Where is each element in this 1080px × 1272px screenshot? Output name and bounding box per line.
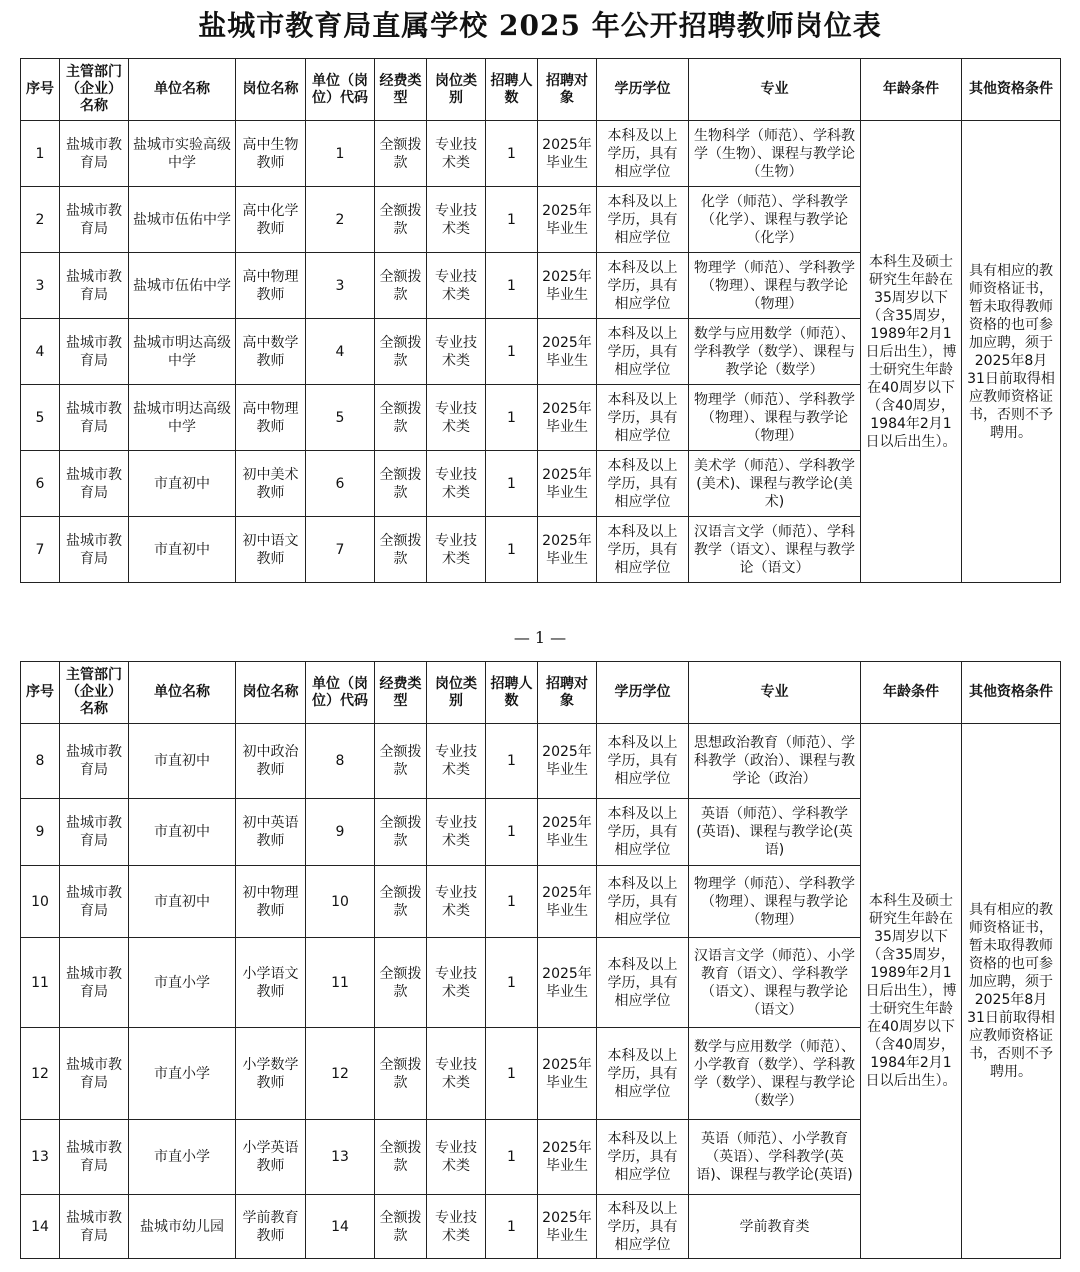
cell-fund: 全额拨款: [375, 517, 427, 583]
cell-fund: 全额拨款: [375, 121, 427, 187]
header-cell: 招聘人数: [486, 59, 538, 121]
cell-dept: 盐城市教育局: [60, 121, 129, 187]
cell-other-condition: 具有相应的教师资格证书，暂未取得教师资格的也可参加应聘，须于2025年8月31日前取得相应教师资格证书，否则不予聘用。: [962, 724, 1061, 1259]
cell-code: 13: [306, 1120, 375, 1195]
cell-major: 英语（师范）、小学教育（英语）、学科教学(英语)、课程与教学论(英语): [689, 1120, 861, 1195]
cell-post: 初中物理教师: [236, 866, 306, 938]
cell-dept: 盐城市教育局: [60, 517, 129, 583]
cell-serial: 6: [21, 451, 60, 517]
cell-target: 2025年毕业生: [538, 1028, 597, 1120]
cell-fund: 全额拨款: [375, 385, 427, 451]
cell-count: 1: [486, 517, 538, 583]
cell-fund: 全额拨款: [375, 253, 427, 319]
header-cell: 年龄条件: [861, 662, 962, 724]
cell-code: 5: [306, 385, 375, 451]
cell-serial: 13: [21, 1120, 60, 1195]
cell-category: 专业技术类: [427, 938, 486, 1028]
cell-fund: 全额拨款: [375, 799, 427, 866]
cell-target: 2025年毕业生: [538, 253, 597, 319]
header-cell: 招聘对象: [538, 59, 597, 121]
cell-category: 专业技术类: [427, 451, 486, 517]
cell-target: 2025年毕业生: [538, 724, 597, 799]
cell-fund: 全额拨款: [375, 724, 427, 799]
cell-unit: 盐城市明达高级中学: [129, 385, 236, 451]
header-cell: 主管部门（企业）名称: [60, 662, 129, 724]
cell-serial: 11: [21, 938, 60, 1028]
cell-major: 英语（师范）、学科教学(英语)、课程与教学论(英语): [689, 799, 861, 866]
header-cell: 岗位名称: [236, 662, 306, 724]
cell-target: 2025年毕业生: [538, 799, 597, 866]
header-cell: 经费类型: [375, 59, 427, 121]
cell-code: 6: [306, 451, 375, 517]
cell-serial: 9: [21, 799, 60, 866]
cell-dept: 盐城市教育局: [60, 724, 129, 799]
cell-dept: 盐城市教育局: [60, 1120, 129, 1195]
cell-dept: 盐城市教育局: [60, 938, 129, 1028]
cell-major: 物理学（师范）、学科教学（物理）、课程与教学论（物理）: [689, 385, 861, 451]
cell-target: 2025年毕业生: [538, 187, 597, 253]
cell-major: 汉语言文学（师范）、小学教育（语文）、学科教学（语文）、课程与教学论（语文）: [689, 938, 861, 1028]
cell-major: 物理学（师范）、学科教学（物理）、课程与教学论（物理）: [689, 253, 861, 319]
cell-major: 汉语言文学（师范）、学科教学（语文）、课程与教学论（语文）: [689, 517, 861, 583]
cell-count: 1: [486, 319, 538, 385]
header-cell: 招聘对象: [538, 662, 597, 724]
cell-category: 专业技术类: [427, 1120, 486, 1195]
header-cell: 经费类型: [375, 662, 427, 724]
cell-major: 学前教育类: [689, 1195, 861, 1259]
cell-fund: 全额拨款: [375, 866, 427, 938]
cell-education: 本科及以上学历，具有相应学位: [597, 121, 689, 187]
cell-post: 初中语文教师: [236, 517, 306, 583]
cell-category: 专业技术类: [427, 187, 486, 253]
cell-education: 本科及以上学历，具有相应学位: [597, 938, 689, 1028]
cell-dept: 盐城市教育局: [60, 253, 129, 319]
cell-target: 2025年毕业生: [538, 385, 597, 451]
header-cell: 单位（岗位）代码: [306, 662, 375, 724]
cell-code: 8: [306, 724, 375, 799]
cell-major: 数学与应用数学（师范）、小学教育（数学）、学科教学（数学）、课程与教学论（数学）: [689, 1028, 861, 1120]
cell-post: 小学数学教师: [236, 1028, 306, 1120]
cell-fund: 全额拨款: [375, 1028, 427, 1120]
cell-education: 本科及以上学历，具有相应学位: [597, 799, 689, 866]
cell-serial: 10: [21, 866, 60, 938]
header-cell: 年龄条件: [861, 59, 962, 121]
cell-post: 初中政治教师: [236, 724, 306, 799]
cell-category: 专业技术类: [427, 517, 486, 583]
cell-major: 思想政治教育（师范）、学科教学（政治）、课程与教学论（政治）: [689, 724, 861, 799]
cell-post: 高中数学教师: [236, 319, 306, 385]
header-cell: 专业: [689, 59, 861, 121]
header-cell: 其他资格条件: [962, 662, 1061, 724]
cell-major: 美术学（师范）、学科教学(美术)、课程与教学论(美术): [689, 451, 861, 517]
cell-code: 2: [306, 187, 375, 253]
cell-education: 本科及以上学历，具有相应学位: [597, 866, 689, 938]
header-cell: 学历学位: [597, 662, 689, 724]
cell-serial: 14: [21, 1195, 60, 1259]
header-cell: 单位（岗位）代码: [306, 59, 375, 121]
cell-education: 本科及以上学历，具有相应学位: [597, 724, 689, 799]
cell-dept: 盐城市教育局: [60, 1028, 129, 1120]
cell-target: 2025年毕业生: [538, 1120, 597, 1195]
cell-major: 物理学（师范）、学科教学（物理）、课程与教学论（物理）: [689, 866, 861, 938]
cell-dept: 盐城市教育局: [60, 799, 129, 866]
cell-serial: 5: [21, 385, 60, 451]
table-row: [21, 724, 1061, 799]
cell-unit: 盐城市伍佑中学: [129, 187, 236, 253]
cell-unit: 市直小学: [129, 1028, 236, 1120]
cell-major: 数学与应用数学（师范）、学科教学（数学）、课程与教学论（数学）: [689, 319, 861, 385]
cell-dept: 盐城市教育局: [60, 385, 129, 451]
cell-category: 专业技术类: [427, 253, 486, 319]
cell-count: 1: [486, 866, 538, 938]
cell-age-condition: 本科生及硕士研究生年龄在35周岁以下（含35周岁，1989年2月1日后出生），博士研究生年龄在40周岁以下（含40周岁，1984年2月1日以后出生）。: [861, 724, 962, 1259]
cell-dept: 盐城市教育局: [60, 451, 129, 517]
cell-education: 本科及以上学历，具有相应学位: [597, 1120, 689, 1195]
cell-dept: 盐城市教育局: [60, 1195, 129, 1259]
cell-target: 2025年毕业生: [538, 1195, 597, 1259]
page-title: 盐城市教育局直属学校 2025 年公开招聘教师岗位表: [198, 9, 882, 42]
cell-target: 2025年毕业生: [538, 121, 597, 187]
cell-unit: 市直小学: [129, 1120, 236, 1195]
cell-count: 1: [486, 799, 538, 866]
cell-fund: 全额拨款: [375, 187, 427, 253]
cell-count: 1: [486, 938, 538, 1028]
page-number: — 1 —: [513, 628, 567, 647]
cell-category: 专业技术类: [427, 866, 486, 938]
cell-dept: 盐城市教育局: [60, 319, 129, 385]
cell-post: 高中物理教师: [236, 385, 306, 451]
cell-fund: 全额拨款: [375, 1195, 427, 1259]
cell-category: 专业技术类: [427, 724, 486, 799]
header-cell: 序号: [21, 662, 60, 724]
cell-fund: 全额拨款: [375, 319, 427, 385]
cell-dept: 盐城市教育局: [60, 866, 129, 938]
header-cell: 其他资格条件: [962, 59, 1061, 121]
cell-unit: 市直初中: [129, 866, 236, 938]
header-cell: 单位名称: [129, 662, 236, 724]
cell-count: 1: [486, 121, 538, 187]
cell-major: 生物科学（师范）、学科教学（生物）、课程与教学论（生物）: [689, 121, 861, 187]
cell-fund: 全额拨款: [375, 451, 427, 517]
cell-count: 1: [486, 724, 538, 799]
cell-serial: 3: [21, 253, 60, 319]
cell-serial: 1: [21, 121, 60, 187]
table-header-row: [21, 59, 1061, 121]
cell-code: 14: [306, 1195, 375, 1259]
cell-post: 小学英语教师: [236, 1120, 306, 1195]
cell-code: 9: [306, 799, 375, 866]
header-cell: 学历学位: [597, 59, 689, 121]
cell-education: 本科及以上学历，具有相应学位: [597, 187, 689, 253]
cell-dept: 盐城市教育局: [60, 187, 129, 253]
cell-education: 本科及以上学历，具有相应学位: [597, 319, 689, 385]
cell-post: 学前教育教师: [236, 1195, 306, 1259]
cell-target: 2025年毕业生: [538, 517, 597, 583]
cell-unit: 市直初中: [129, 517, 236, 583]
cell-education: 本科及以上学历，具有相应学位: [597, 451, 689, 517]
table-header-row: [21, 662, 1061, 724]
cell-category: 专业技术类: [427, 385, 486, 451]
cell-count: 1: [486, 187, 538, 253]
cell-category: 专业技术类: [427, 1195, 486, 1259]
table-row: [21, 121, 1061, 187]
cell-post: 初中英语教师: [236, 799, 306, 866]
header-cell: 单位名称: [129, 59, 236, 121]
cell-unit: 市直初中: [129, 724, 236, 799]
cell-education: 本科及以上学历，具有相应学位: [597, 517, 689, 583]
header-cell: 招聘人数: [486, 662, 538, 724]
cell-post: 小学语文教师: [236, 938, 306, 1028]
cell-category: 专业技术类: [427, 799, 486, 866]
cell-education: 本科及以上学历，具有相应学位: [597, 385, 689, 451]
cell-unit: 盐城市明达高级中学: [129, 319, 236, 385]
job-table-2: [20, 661, 1061, 1259]
cell-serial: 12: [21, 1028, 60, 1120]
job-table-1: [20, 58, 1061, 583]
cell-fund: 全额拨款: [375, 1120, 427, 1195]
cell-serial: 7: [21, 517, 60, 583]
cell-category: 专业技术类: [427, 121, 486, 187]
cell-unit: 盐城市幼儿园: [129, 1195, 236, 1259]
cell-unit: 市直初中: [129, 799, 236, 866]
cell-count: 1: [486, 253, 538, 319]
header-cell: 岗位名称: [236, 59, 306, 121]
header-cell: 序号: [21, 59, 60, 121]
cell-unit: 市直小学: [129, 938, 236, 1028]
cell-major: 化学（师范）、学科教学（化学）、课程与教学论（化学）: [689, 187, 861, 253]
cell-target: 2025年毕业生: [538, 451, 597, 517]
cell-code: 3: [306, 253, 375, 319]
cell-post: 高中化学教师: [236, 187, 306, 253]
cell-serial: 8: [21, 724, 60, 799]
cell-age-condition: 本科生及硕士研究生年龄在35周岁以下（含35周岁，1989年2月1日后出生），博士研究生年龄在40周岁以下（含40周岁，1984年2月1日以后出生）。: [861, 121, 962, 583]
cell-target: 2025年毕业生: [538, 319, 597, 385]
cell-category: 专业技术类: [427, 1028, 486, 1120]
cell-target: 2025年毕业生: [538, 866, 597, 938]
cell-education: 本科及以上学历，具有相应学位: [597, 1028, 689, 1120]
cell-count: 1: [486, 1028, 538, 1120]
cell-category: 专业技术类: [427, 319, 486, 385]
cell-count: 1: [486, 1195, 538, 1259]
cell-fund: 全额拨款: [375, 938, 427, 1028]
cell-code: 12: [306, 1028, 375, 1120]
cell-count: 1: [486, 451, 538, 517]
cell-code: 11: [306, 938, 375, 1028]
header-cell: 主管部门（企业）名称: [60, 59, 129, 121]
cell-post: 初中美术教师: [236, 451, 306, 517]
header-cell: 岗位类别: [427, 59, 486, 121]
cell-code: 4: [306, 319, 375, 385]
cell-code: 10: [306, 866, 375, 938]
cell-target: 2025年毕业生: [538, 938, 597, 1028]
header-cell: 岗位类别: [427, 662, 486, 724]
cell-serial: 4: [21, 319, 60, 385]
cell-post: 高中物理教师: [236, 253, 306, 319]
cell-code: 1: [306, 121, 375, 187]
cell-post: 高中生物教师: [236, 121, 306, 187]
cell-count: 1: [486, 1120, 538, 1195]
cell-education: 本科及以上学历，具有相应学位: [597, 1195, 689, 1259]
cell-serial: 2: [21, 187, 60, 253]
cell-count: 1: [486, 385, 538, 451]
header-cell: 专业: [689, 662, 861, 724]
cell-other-condition: 具有相应的教师资格证书，暂未取得教师资格的也可参加应聘，须于2025年8月31日前取得相应教师资格证书，否则不予聘用。: [962, 121, 1061, 583]
cell-unit: 市直初中: [129, 451, 236, 517]
cell-code: 7: [306, 517, 375, 583]
cell-education: 本科及以上学历，具有相应学位: [597, 253, 689, 319]
cell-unit: 盐城市伍佑中学: [129, 253, 236, 319]
cell-unit: 盐城市实验高级中学: [129, 121, 236, 187]
